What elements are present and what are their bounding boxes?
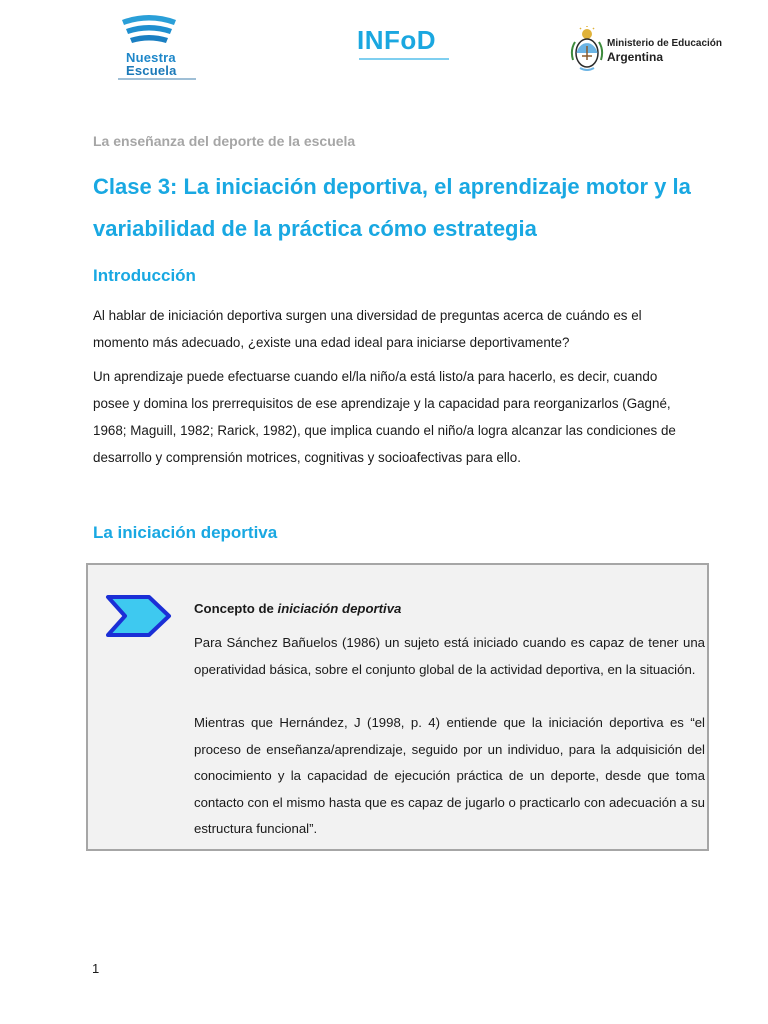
course-subject: La enseñanza del deporte de la escuela	[93, 133, 356, 149]
intro-heading: Introducción	[93, 266, 196, 285]
concept-heading	[194, 601, 401, 616]
page-number: 1	[92, 961, 100, 976]
concept-text-1: Para Sánchez Bañuelos (1986) un sujeto está iniciado cuando es capaz de tener una operatividad básica, sobre el conjunto global de la actividad deportiva, en la situación.	[194, 635, 705, 677]
nuestra-escuela-line2: Escuela	[126, 63, 177, 78]
page-title: Clase 3: La iniciación deportiva, el aprendizaje motor y la variabilidad de la práctica cómo estrategia	[93, 174, 691, 241]
concept-text-2: Mientras que Hernández, J (1998, p. 4) entiende que la iniciación deportiva es “el proceso de enseñanza/aprendizaje, seguido por un individuo, para la adquisición del conocimiento y la capacidad de ejecución práctica de un deporte, desde que toma contacto con el mismo hasta que es capaz de jugarlo o practicarlo con adecuación a su estructura funcional”.	[194, 715, 705, 836]
nuestra-escuela-logo	[116, 12, 196, 84]
argentina-coat-of-arms-icon	[570, 26, 604, 72]
chevron-arrow-icon	[105, 594, 173, 638]
concept-term: iniciación deportiva	[277, 601, 402, 616]
concept-prefix: Concepto de	[194, 601, 278, 616]
infod-wordmark: INFoD	[357, 25, 437, 55]
nuestra-escuela-line1: Nuestra	[126, 50, 176, 65]
infod-logo	[357, 25, 457, 67]
page-header	[0, 0, 768, 95]
intro-paragraph-1: Al hablar de iniciación deportiva surgen una diversidad de preguntas acerca de cuándo es el momento más adecuado, ¿existe una edad ideal para iniciarse deportivamente?	[93, 308, 642, 350]
ministerio-logo	[570, 26, 730, 72]
ministerio-line1: Ministerio de Educación	[607, 38, 723, 49]
intro-paragraph-2: Un aprendizaje puede efectuarse cuando el/la niño/a está listo/a para hacerlo, es decir, cuando posee y domina los prerrequisitos de ese aprendizaje y la capacidad para reorganizarlos (Gagné, 1968; Maguill, 1982; Rarick, 1982), que implica cuando el niño/a logra alcanzar las condiciones de desarrollo y comprensión motrices, cognitivas y socioafectivas para ello.	[93, 369, 676, 465]
ministerio-line2: Argentina	[607, 50, 664, 64]
section-heading: La iniciación deportiva	[93, 523, 278, 542]
infod-subline	[359, 58, 449, 60]
nuestra-escuela-subline	[118, 78, 196, 80]
nuestra-escuela-arcs-icon	[118, 12, 180, 48]
concept-box	[86, 563, 709, 851]
